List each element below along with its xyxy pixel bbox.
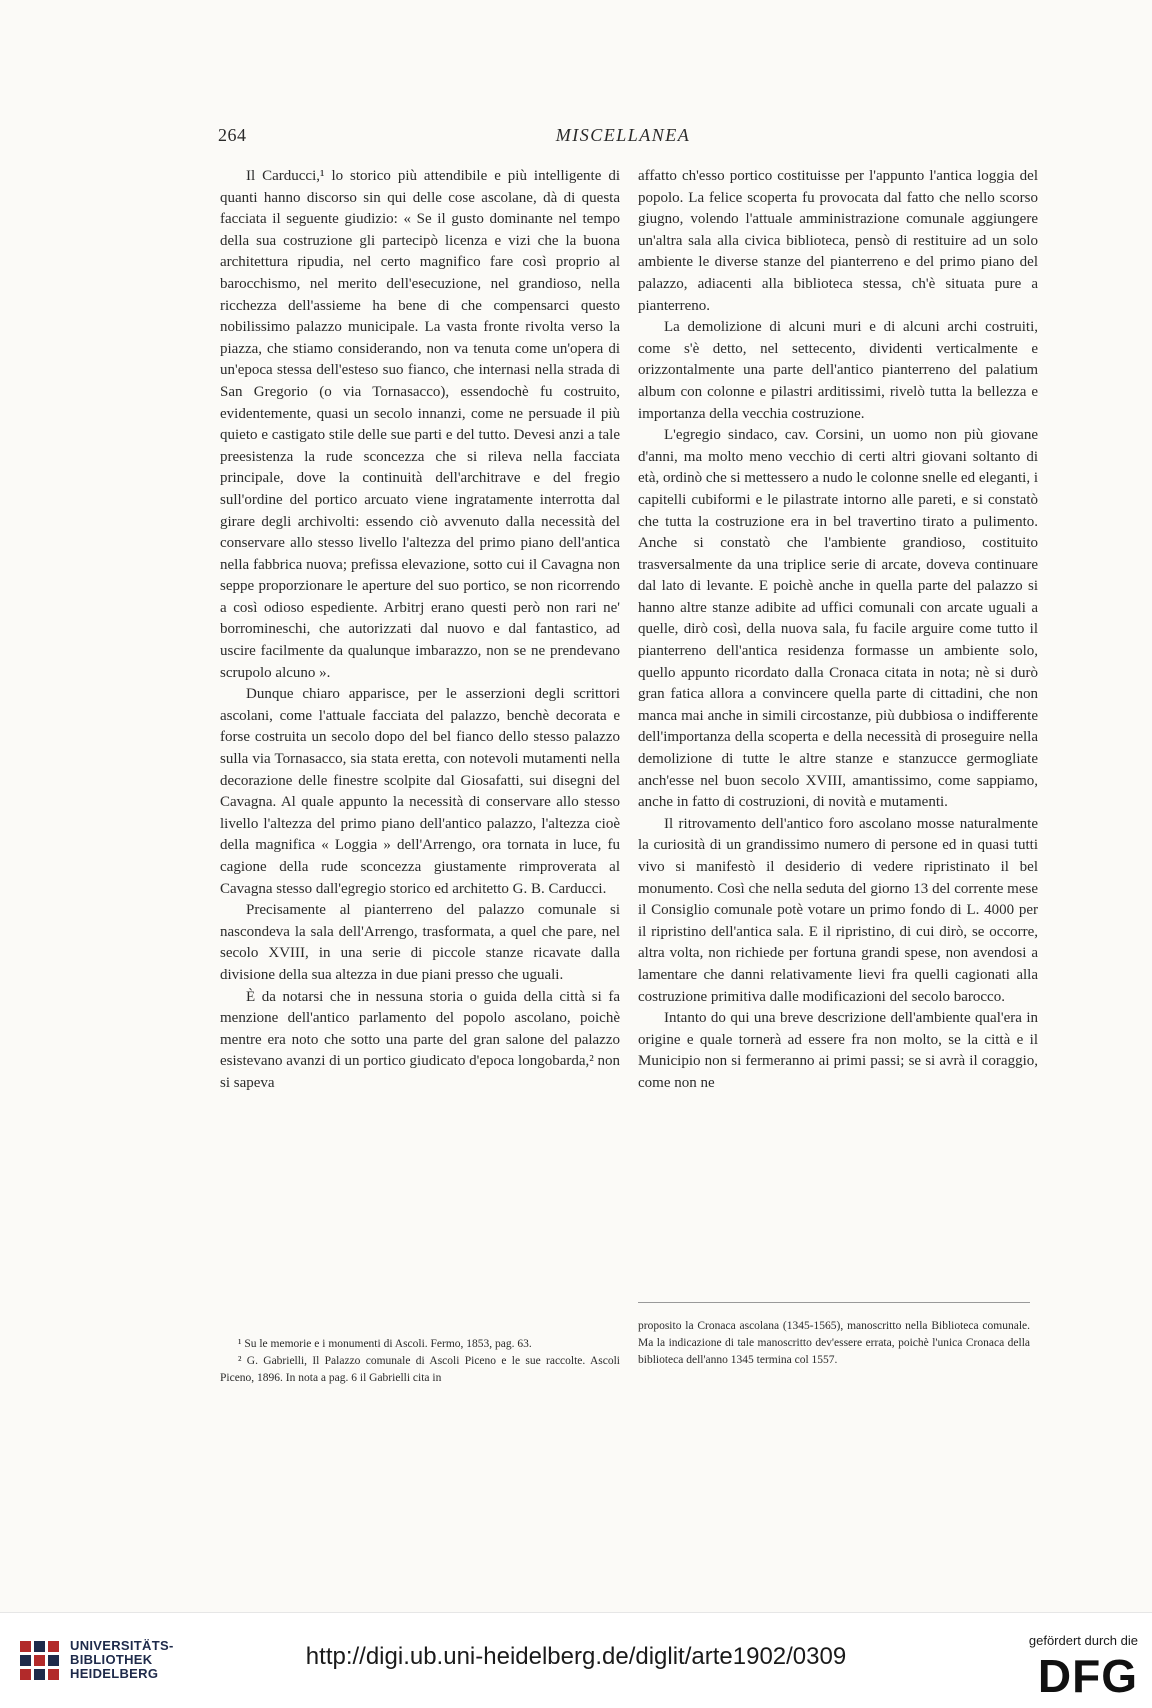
footnotes-left [220,1336,620,1387]
paragraph: Il ritrovamento dell'antico foro ascolano mosse naturalmente la curiosità di un grandissimo numero di persone ed in quasi tutti vivo si manifestò il desiderio di vedere ripristinato il bel monumento. Così che nella seduta del giorno 13 del corrente mese il Consiglio comunale potè votare un primo fondo di L. 4000 per il ripristino dell'antica sala. E il ripristino, di cui dirò, se occorre, altra volta, non richiede per fortuna grandi spese, non avendosi a lamentare che danni relativamente lievi fra quelli cagionati alla costruzione primitiva dalle modificazioni del secolo barocco. [638,815,1038,1005]
funded-by-caption: gefördert durch die [1028,1633,1138,1648]
paragraph: Intanto do qui una breve descrizione dell'ambiente qual'era in origine e quale tornerà ad essere fra non molto, se la città e il Municipio non si fermeranno ai primi passi; se si avrà il coraggio, come non ne [638,1010,1038,1091]
paragraph: Precisamente al pianterreno del palazzo comunale si nascondeva la sala dell'Arrengo, trasformata, a quel che pare, nel secolo XVIII, in una serie di piccole stanze ricavate dalla divisione della sua altezza in due piani presso che uguali. [220,902,620,983]
library-name-line: UNIVERSITÄTS- [70,1638,174,1653]
library-name-line: HEIDELBERG [70,1666,159,1681]
right-column [638,166,1038,1095]
paragraph: L'egregio sindaco, cav. Corsini, un uomo non più giovane d'anni, ma molto meno vecchio di certi altri giovani soltanto di età, ordinò che si mettessero a nudo le colonne snelle ed eleganti, i capitelli cubiformi e le pilastrate intorno alle pareti, e si constatò che tutta la costruzione era in bel travertino tirato a pulimento. Anche si constatò che l'ambiente grandioso, costituito trasversalmente da una triplice serie di arcate, doveva continuare dal lato di levante. E poichè anche in quella parte del palazzo si hanno altre stanze adibite ad uffici comunali con arcate uguali a quelle, dirò così, della nuova sala, fu facile arguire come tutto il pianterreno dell'antica residenza formasse un ambiente solo, quello appunto ricordato dalla Cronaca citata in nota; nè si durò gran fatica allora a convincere quella parte di cittadini, che non manca mai anche in simili circostanze, più dubbiosa o indifferente dell'importanza della scoperta e della necessità di proseguire nella demolizione di tutte le altre stanze e stanzucce germogliate anch'esse nel buon secolo XVIII, amantissimo, come sappiamo, anche in fatto di costruzioni, di novità e mutamenti. [638,427,1038,811]
digitization-banner [0,1612,1152,1708]
paragraph: La demolizione di alcuni muri e di alcuni archi costruiti, come s'è detto, nel settecento, dividenti verticalmente e orizzontalmente una parte dell'antico pianterreno del palatium album con colonne e pilastri arditissimi, rivelò tutta la bellezza e importanza della vecchia costruzione. [638,319,1038,422]
paragraph: affatto ch'esso portico costituisse per l'appunto l'antica loggia del popolo. La felice scoperta fu provocata dal fatto che nello scorso giugno, volendo l'attuale amministrazione comunale aggiungere un'altra sala alla civica biblioteca, pensò di restituire ad un solo ambiente le diverse stanze del pianterreno e del primo piano del palazzo, adiacenti alla biblioteca stessa, ch'è situata pure a pianterreno. [638,168,1038,314]
running-head [218,125,1028,149]
running-title: MISCELLANEA [555,125,691,145]
footnotes-right [638,1318,1030,1369]
footnote: ² G. Gabrielli, Il Palazzo comunale di Ascoli Piceno e le sue raccolte. Ascoli Piceno, 1896. In nota a pag. 6 il Gabrielli cita in [220,1355,620,1384]
footnote: proposito la Cronaca ascolana (1345-1565), manoscritto nella Biblioteca comunale. Ma la indicazione di tale manoscritto dev'essere errata, poichè l'unica Cronaca della biblioteca dell'anno 1345 termina col 1557. [638,1320,1030,1366]
paragraph: Dunque chiaro apparisce, per le asserzioni degli scrittori ascolani, come l'attuale facciata del palazzo, benchè decorata e forse costruita un secolo dopo del bel fianco dello stesso palazzo sulla via Tornasacco, sia stata eretta, con notevoli mutamenti nella decorazione delle finestre scolpite dal Giosafatti, sui disegni del Cavagna. Al quale appunto la necessità di conservare allo stesso livello l'altezza del primo piano dell'antico palazzo, l'altezza cioè della magnifica « Loggia » dell'Arrengo, ora tornata in luce, fu cagione della rude sconcezza giustamente rimproverata al Cavagna stesso dall'egregio storico ed architetto G. B. Carducci. [220,686,620,897]
library-name-line: BIBLIOTHEK [70,1652,153,1667]
permalink-url[interactable]: http://digi.ub.uni-heidelberg.de/diglit/arte1902/0309 [305,1643,847,1670]
page-number: 264 [218,125,247,145]
paragraph: Il Carducci,¹ lo storico più attendibile e più intelligente di quanti hanno discorso sin qui delle cose ascolane, dà di questa facciata il seguente giudizio: « Se il gusto dominante nel tempo della sua costruzione gli partecipò licenza e vizi che la buona architettura ripudia, nel certo magnifico fare così proprio al barocchismo, nel merito dell'esecuzione, nel grandioso, nella ricchezza dell'assieme ha bene di che compensarci questo nobilissimo palazzo municipale. La vasta fronte rivolta verso la piazza, che stiamo considerando, non va tenuta come un'opera di un'epoca stessa dell'esteso suo fianco, che internasi nella strada di San Gregorio (o via Tornasacco), essendochè fu costruito, evidentemente, quasi un secolo innanzi, come ne persuade il più quieto e castigato stile delle sue parti e del tutto. Devesi anzi a tale preesistenza la rude sconcezza che si rileva nella facciata principale, dove la continuità dell'architrave e del fregio sull'ordine del portico arcuato viene ingratamente interrotta dal girare degli archivolti: essendo ciò avvenuto dalla necessità del conservare allo stesso livello l'altezza del primo piano dell'antica nella fabbrica nuova; prefissa elevazione, sotto cui il Cavagna non seppe proporzionare le aperture del suo portico, se non ricorrendo a così odioso espediente. Arbitrj erano questi però non rari ne' borromineschi, che autorizzati dal nuovo e dal fantastico, ad uscire facilmente da qualunque imbarazzo, non se ne prendevano scrupolo alcuno ». [220,168,620,681]
left-column [220,166,620,1095]
footnote: ¹ Su le memorie e i monumenti di Ascoli. Fermo, 1853, pag. 63. [238,1338,532,1350]
footnote-divider [638,1302,1030,1303]
dfg-logo-icon: DFG [1037,1650,1138,1702]
paragraph: È da notarsi che in nessuna storia o guida della città si fa menzione dell'antico parlamento del popolo ascolano, poichè mentre era noto che sotto una parte del gran salone del palazzo esistevano avanzi di un portico giudicato d'epoca longobarda,² non si sapeva [220,988,620,1091]
